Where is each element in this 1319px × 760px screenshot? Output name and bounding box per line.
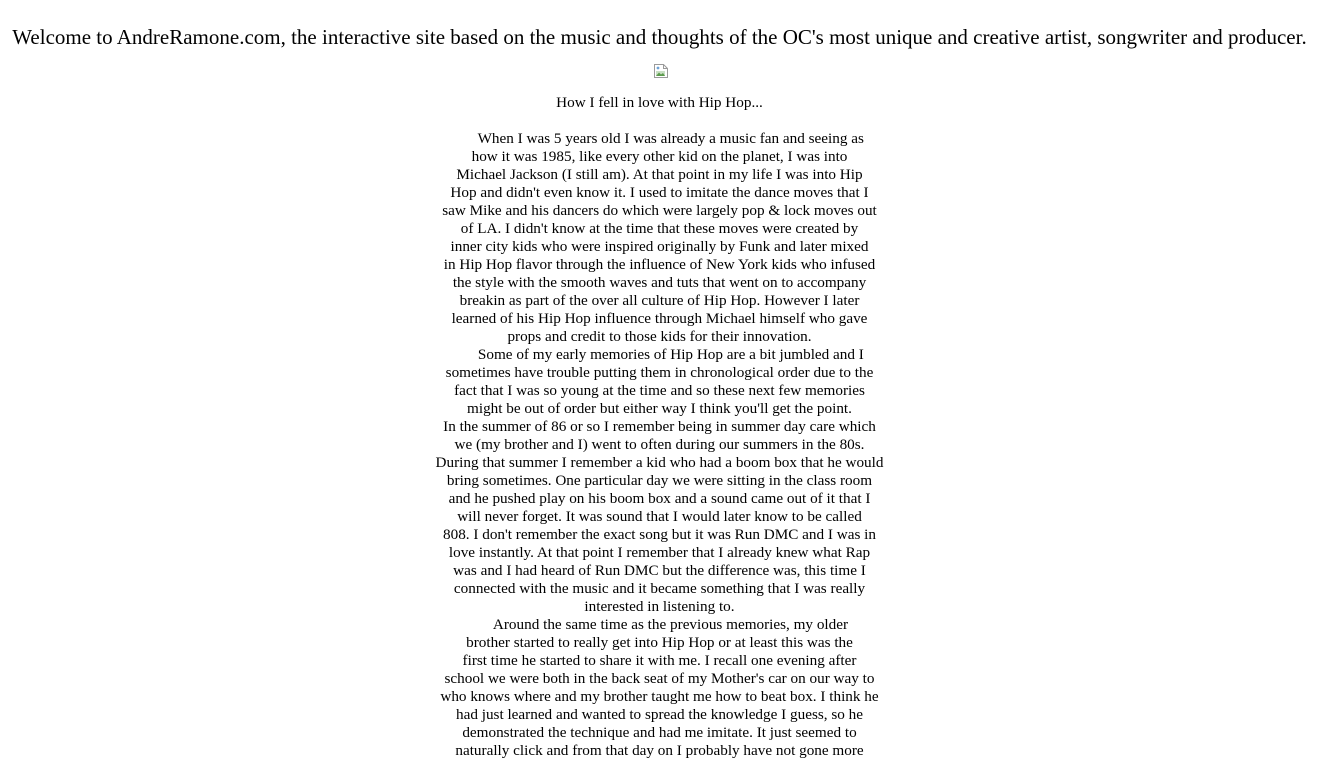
article-line: of LA. I didn't know at the time that these moves were created by — [460, 220, 859, 237]
article-line: breakin as part of the over all culture of Hip Hop. However I later — [459, 292, 860, 309]
article-line: 808. I don't remember the exact song but it was Run DMC and I was in — [443, 526, 876, 543]
article-line: demonstrated the technique and had me imitate. It just seemed to — [462, 724, 857, 741]
article-line: will never forget. It was sound that I would later know to be called — [457, 508, 862, 525]
article-line: Hop and didn't even know it. I used to imitate the dance moves that I — [450, 184, 869, 201]
article-line: might be out of order but either way I think you'll get the point. — [467, 400, 852, 417]
article-line: in Hip Hop flavor through the influence of New York kids who infused — [443, 256, 876, 273]
article-line: connected with the music and it became something that I was really — [453, 580, 866, 597]
article-line: bring sometimes. One particular day we were sitting in the class room — [446, 472, 873, 489]
article-line: When I was 5 years old I was already a music fan and seeing as — [455, 130, 864, 147]
article-line: who knows where and my brother taught me how to beat box. I think he — [440, 688, 879, 705]
article-line: first time he started to share it with me. I recall one evening after — [462, 652, 857, 669]
article-line: love instantly. At that point I remember that I already knew what Rap — [448, 544, 871, 561]
article-line: sometimes have trouble putting them in chronological order due to the — [445, 364, 874, 381]
article-line: the style with the smooth waves and tuts that went on to accompany — [452, 274, 867, 291]
article-line: inner city kids who were inspired originally by Funk and later mixed — [450, 238, 869, 255]
article-line: Michael Jackson (I still am). At that point in my life I was into Hip — [456, 166, 863, 183]
article-line: saw Mike and his dancers do which were largely pop & lock moves out — [442, 202, 877, 219]
article-title: How I fell in love with Hip Hop... — [556, 94, 763, 111]
article-line: how it was 1985, like every other kid on the planet, I was into — [471, 148, 848, 165]
article-line: had just learned and wanted to spread the knowledge I guess, so he — [456, 706, 863, 723]
article-line: Some of my early memories of Hip Hop are a bit jumbled and I — [455, 346, 864, 363]
article-line: learned of his Hip Hop influence through Michael himself who gave — [451, 310, 868, 327]
article-line: and he pushed play on his boom box and a sound came out of it that I — [448, 490, 871, 507]
article-line: In the summer of 86 or so I remember being in summer day care which — [443, 418, 876, 435]
article-line: fact that I was so young at the time and so these next few memories — [454, 382, 865, 399]
article — [0, 94, 1319, 760]
article-line: was and I had heard of Run DMC but the difference was, this time I — [453, 562, 866, 579]
article-line: school we were both in the back seat of my Mother's car on our way to — [444, 670, 875, 687]
article-line: brother started to really get into Hip Hop or at least this was the — [466, 634, 853, 651]
article-line: props and credit to those kids for their innovation. — [507, 328, 812, 345]
article-line: Around the same time as the previous memories, my older — [470, 616, 849, 633]
article-line: we (my brother and I) went to often during our summers in the 80s. — [454, 436, 865, 453]
broken-image-icon — [653, 63, 669, 79]
article-line: naturally click and from that day on I probably have not gone more — [455, 742, 864, 759]
article-line: interested in listening to. — [584, 598, 735, 615]
article-line: During that summer I remember a kid who had a boom box that he would — [435, 454, 884, 471]
article-body — [0, 130, 1319, 760]
welcome-heading: Welcome to AndreRamone.com, the interactive site based on the music and thoughts of the OC's most unique and creative artist, songwriter and producer. — [12, 25, 1307, 49]
